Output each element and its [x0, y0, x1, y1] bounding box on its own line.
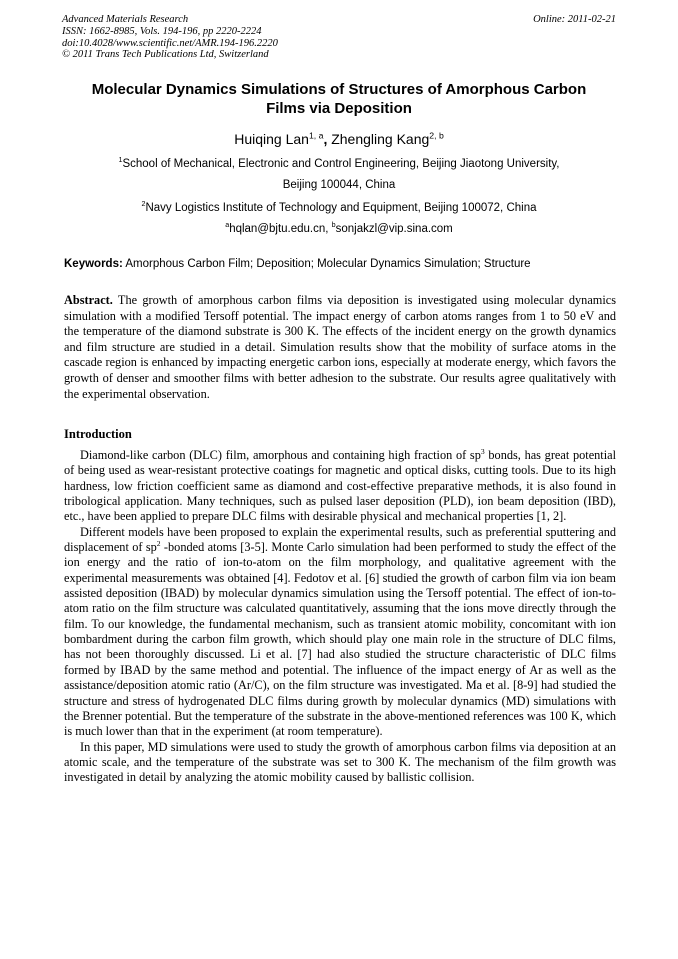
email-link[interactable]: hqlan@bjtu.edu.cn,	[229, 223, 332, 235]
abstract-label: Abstract.	[64, 293, 113, 307]
author-superscript: 1, a	[308, 130, 324, 141]
affiliation-text: Beijing 100044, China	[282, 179, 396, 191]
online-date: Online: 2011-02-21	[533, 14, 616, 25]
issn-line: ISSN: 1662-8985, Vols. 194-196, pp 2220-2224	[62, 25, 262, 37]
author-superscript: 2, b	[429, 130, 444, 141]
journal-name: Advanced Materials Research	[62, 14, 189, 25]
paragraph	[64, 525, 616, 740]
paragraph-text: -bonded atoms [3-5]. Monte Carlo simulation had been performed to study the effect of the ion energy and the ratio of ion-to-atom on the film morphology, and qualitative agreement with the experimental measurements was obtained [4]. Fedotov et al. [6] studied the growth of carbon film via ion beam assisted deposition (IBAD) by molecular dynamics simulation using the Tersoff potential. The effect of ion-to-atom ratio on the film structure was calculated quantitatively, assuming that the ions move directly through the film. To our knowledge, the fundamental mechanism, such as transient atomic mobility, concomitant with ion bombardment during the carbon film growth, which should play one main role in the structure of DLC films, has not been thoroughly discussed. Li et al. [7] had also studied the structure characteristic of DLC films formed by IBAD by the same method and potential. The influence of the impact energy of Ar as well as the assistance/deposition atomic ratio (Ar/C), on the film structure was investigated. Ma et al. [8-9] had studied the structure and stress of hydrogenated DLC films during growth by molecular dynamics (MD) simulations with the Brenner potential. But the temperature of the substrate in the above-mentioned references was 100 K, which is much lower than that in the experiment (at room temperature).	[64, 540, 616, 739]
section-heading-introduction: Introduction	[64, 427, 132, 441]
superscript: 3	[480, 446, 485, 456]
affiliation-text: Navy Logistics Institute of Technology and Equipment, Beijing 100072, China	[145, 202, 537, 214]
paragraph	[64, 448, 616, 525]
email-superscript: a	[225, 221, 230, 230]
paragraph-text: bonds, has great potential of being used as wear-resistant protective coatings for magnetic and optical disks, cutting tools. Due to its high hardness, low friction coefficient same as diamond and cost-effective preparative methods, it is also found in tribological application. Many techniques, such as pulsed laser deposition (PLD), ion beam deposition (IBD), etc., have been applied to prepare DLC films with desirable physical and mechanical properties [1, 2].	[64, 448, 617, 524]
author-name: Huiqing Lan	[234, 131, 309, 147]
title-line-1: Molecular Dynamics Simulations of Structures of Amorphous Carbon	[91, 81, 587, 98]
paper-title	[60, 80, 618, 118]
affiliation-superscript: 1	[118, 156, 123, 165]
author-name: Zhengling Kang	[331, 131, 430, 147]
email-link[interactable]: sonjakzl@vip.sina.com	[335, 223, 453, 235]
abstract	[64, 293, 616, 402]
keywords	[64, 257, 616, 272]
author-list	[60, 130, 618, 148]
author-separator: ,	[323, 131, 332, 147]
author-emails	[60, 222, 618, 237]
email-superscript: b	[331, 221, 336, 230]
keywords-label: Keywords:	[64, 258, 123, 270]
affiliation-superscript: 2	[141, 200, 146, 209]
title-line-2: Films via Deposition	[266, 100, 412, 117]
copyright-line: © 2011 Trans Tech Publications Ltd, Switzerland	[62, 49, 269, 61]
affiliation-1	[60, 157, 618, 193]
paragraph: In this paper, MD simulations were used to study the growth of amorphous carbon films via deposition at an atomic scale, and the temperature of the substrate was set to 300 K. The mechanism of the film growth was investigated in detail by analyzing the atomic mobility caused by ballistic collision.	[64, 739, 616, 785]
paragraph-text: Different models have been proposed to explain the experimental results, such as preferential sputtering and displacement of sp	[64, 524, 616, 555]
affiliation-2	[60, 201, 618, 216]
keywords-text: Amorphous Carbon Film; Deposition; Molecular Dynamics Simulation; Structure	[122, 258, 531, 270]
doi-line: doi:10.4028/www.scientific.net/AMR.194-196.2220	[62, 37, 278, 49]
superscript: 2	[156, 538, 161, 548]
abstract-text: The growth of amorphous carbon films via deposition is investigated using molecular dynamics simulation with a modified Tersoff potential. The impact energy of carbon atoms ranges from 1 to 50 eV and the temperature of the diamond substrate is 300 K. The effects of the incident energy on the growth dynamics and film structure are studied in a detail. Simulation results show that the mobility of surface atoms in the cascade region is enhanced by impacting energetic carbon ions, especially at moderate energy, which favors the growth of denser and smoother films with better adhesion to the substrate. Our results agree qualitatively with the experimental observation.	[64, 293, 616, 401]
paragraph-text: Diamond-like carbon (DLC) film, amorphous and containing high fraction of sp	[80, 448, 481, 462]
introduction-body	[64, 448, 616, 786]
journal-header	[62, 14, 616, 61]
affiliation-text: School of Mechanical, Electronic and Control Engineering, Beijing Jiaotong University,	[122, 158, 560, 170]
